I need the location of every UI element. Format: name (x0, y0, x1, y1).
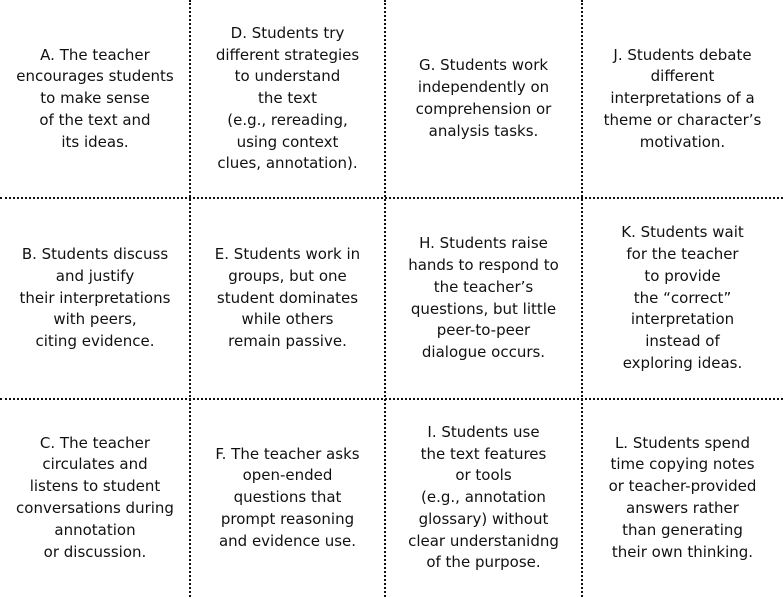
card-k-text: K. Students wait for the teacher to provide the “correct” interpretation instead of exploring ideas. (621, 223, 744, 372)
cut-line-horizontal-1 (0, 197, 783, 199)
card-a[interactable] (0, 0, 190, 198)
card-i-text: I. Students use the text features or tools (e.g., annotation glossary) without clear understanidng of the purpose. (408, 422, 559, 572)
card-c[interactable] (0, 399, 190, 597)
card-f[interactable] (190, 399, 385, 597)
cut-line-vertical-3 (581, 0, 583, 597)
card-k[interactable] (582, 198, 783, 399)
card-d-text: D. Students try different strategies to understand the text (e.g., rereading, using context clues, annotation). (215, 23, 360, 173)
card-h[interactable] (385, 198, 582, 399)
cut-line-vertical-1 (189, 0, 191, 597)
card-j-text: J. Students debate different interpretations of a theme or character’s motivation. (603, 45, 762, 151)
card-i[interactable] (385, 399, 582, 597)
card-a-text: A. The teacher encourages students to make sense of the text and its ideas. (16, 45, 174, 151)
card-l[interactable] (582, 399, 783, 597)
card-e-text: E. Students work in groups, but one student dominates while others remain passive. (214, 245, 361, 351)
card-g-text: G. Students work independently on comprehension or analysis tasks. (415, 56, 552, 140)
card-h-text: H. Students raise hands to respond to the teacher’s questions, but little peer-to-peer dialogue occurs. (408, 234, 559, 362)
card-e[interactable] (190, 198, 385, 399)
card-b[interactable] (0, 198, 190, 399)
cut-line-horizontal-2 (0, 398, 783, 400)
card-b-text: B. Students discuss and justify their interpretations with peers, citing evidence. (19, 245, 171, 351)
card-c-text: C. The teacher circulates and listens to student conversations during annotation or discussion. (16, 433, 174, 561)
card-l-text: L. Students spend time copying notes or teacher-provided answers rather than generating their own thinking. (608, 433, 757, 561)
card-j[interactable] (582, 0, 783, 198)
card-g[interactable] (385, 0, 582, 198)
card-d[interactable] (190, 0, 385, 198)
cut-line-vertical-2 (384, 0, 386, 597)
card-f-text: F. The teacher asks open-ended questions that prompt reasoning and evidence use. (215, 444, 360, 550)
